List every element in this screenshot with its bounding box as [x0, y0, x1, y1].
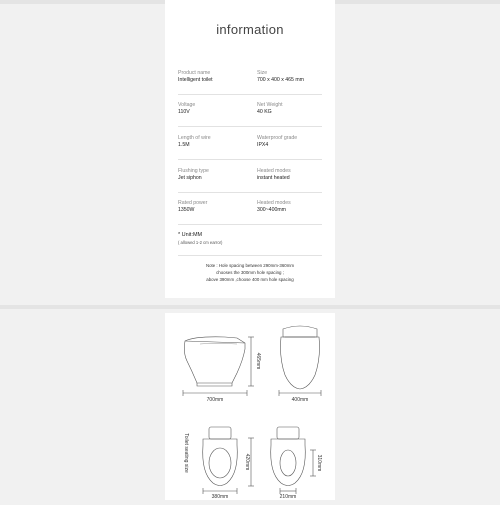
side-view-drawing	[184, 337, 245, 386]
spec-value: 300~400mm	[257, 207, 286, 213]
bowl-depth-label: 310mm	[316, 454, 322, 472]
spec-heated-modes-2	[257, 200, 291, 214]
note-line: chooses the 300mm hole spacing ;	[216, 270, 284, 275]
dimension-diagram-card	[165, 313, 335, 500]
information-card	[165, 0, 335, 298]
bowl-top-view-drawing	[271, 427, 306, 486]
side-length-label: 700mm	[206, 397, 224, 403]
unit-label: * Unit:MM	[178, 232, 203, 238]
spec-product-name	[178, 70, 213, 84]
spec-waterproof	[257, 135, 297, 149]
spec-value: 700 x 400 x 465 mm	[257, 77, 305, 83]
spec-value: 1350W	[178, 207, 195, 213]
spec-label: Net Weight	[257, 102, 283, 108]
spec-label: Rated power	[178, 200, 208, 206]
spec-heated-modes	[257, 168, 291, 182]
divider	[178, 224, 322, 225]
divider	[178, 255, 322, 256]
note-line: Note : Hole spacing between 290mm-360mm	[205, 263, 295, 268]
spec-label: Voltage	[178, 102, 196, 108]
seat-depth-label: 420mm	[244, 453, 250, 471]
spec-value: instant heated	[257, 175, 290, 181]
divider	[178, 159, 322, 160]
seat-size-label: Toilet seating size	[183, 433, 189, 473]
spec-label: Heated modes	[257, 168, 291, 174]
dimension-diagram	[165, 313, 335, 500]
spec-rated-power	[178, 200, 207, 214]
spec-label: Flushing type	[178, 168, 209, 174]
spec-flushing-type	[178, 168, 209, 182]
front-view-drawing	[281, 326, 320, 389]
bowl-width-label: 210mm	[279, 494, 297, 500]
spec-label: Heated modes	[257, 200, 291, 206]
spec-value: Jet siphon	[178, 175, 202, 181]
spec-value: 40 KG	[257, 109, 272, 115]
spec-wire-length	[178, 135, 211, 149]
note-line: above 390mm ,choose 400 mm hole spacing	[206, 277, 294, 282]
spec-value: 110V	[178, 109, 190, 115]
front-width-label: 400mm	[291, 397, 309, 403]
spec-label: Product name	[178, 70, 211, 76]
spec-value: IPX4	[257, 142, 269, 148]
spec-net-weight	[257, 102, 283, 116]
divider	[178, 126, 322, 127]
spec-label: Waterproof grade	[257, 135, 298, 141]
unit-tolerance: ( allowed 1-2 cm earror)	[178, 240, 223, 245]
spec-label: Length of wire	[178, 135, 211, 141]
spec-value: Intelligent toilet	[178, 77, 213, 83]
spec-size	[257, 70, 304, 84]
side-height-label: 465mm	[255, 352, 261, 370]
mid-strip	[0, 305, 500, 309]
seat-top-view-drawing	[203, 427, 238, 486]
spec-label: Size	[257, 70, 268, 76]
spec-value: 1.5M	[178, 142, 190, 148]
divider	[178, 192, 322, 193]
page-title: information	[216, 22, 284, 37]
divider	[178, 94, 322, 95]
spec-voltage	[178, 102, 195, 116]
seat-width-label: 380mm	[211, 494, 229, 500]
